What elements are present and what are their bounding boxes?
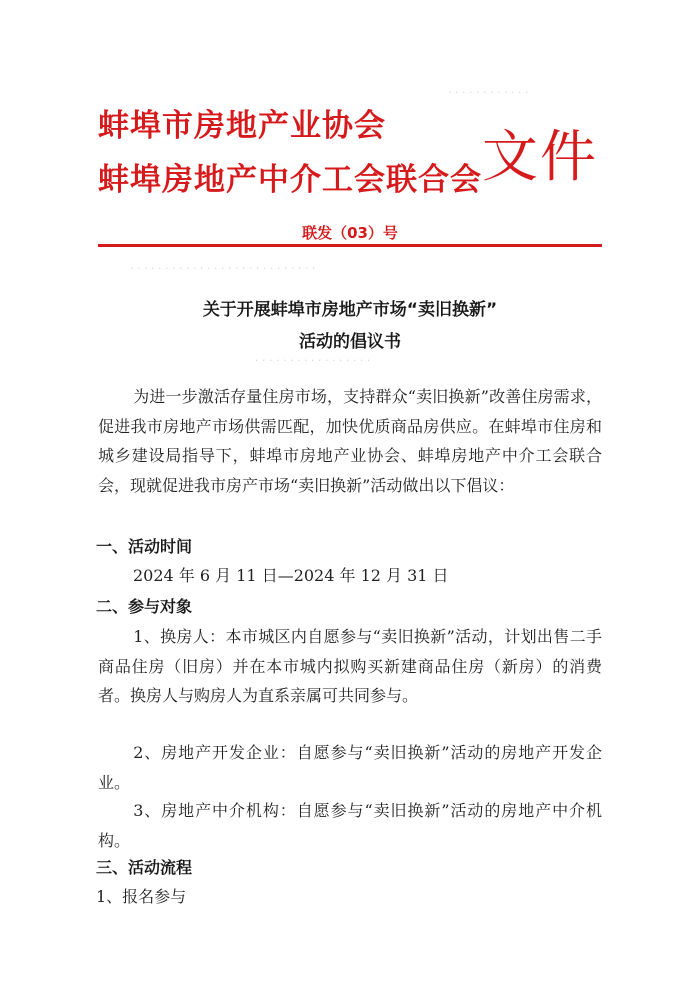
bleed-through-text: · · · · · · · · · · · · [448,86,529,99]
participant-item-2: 2、房地产开发企业：自愿参与“卖旧换新”活动的房地产开发企业。 [98,743,602,792]
document-number: 联发（03）号 [302,224,398,242]
intro-paragraph: 为进一步激活存量住房市场，支持群众“卖旧换新”改善住房需求，促进我市房地产市场供需匹配，加快优质商品房供应。在蚌埠市住房和城乡建设局指导下，蚌埠市房地产业协会、蚌埠房地产中介工会联合会，现就促进我市房产市场“卖旧换新”活动做出以下倡议： [98,387,602,495]
section-heading-time: 一、活动时间 [96,537,193,556]
document-title-line-2: 活动的倡议书 [299,332,401,352]
activity-date-range: 2024 年 6 月 11 日—2024 年 12 月 31 日 [133,566,449,585]
participant-item-3: 3、房地产中介机构：自愿参与“卖旧换新”活动的房地产中介机构。 [98,801,602,850]
section-heading-process: 三、活动流程 [96,858,193,877]
issuer-name-1: 蚌埠市房地产业协会 [98,108,386,144]
red-divider-line [98,244,602,247]
document-type-label: 文件 [482,125,598,190]
issuer-name-2: 蚌埠房地产中介工会联合会 [98,162,482,198]
section-heading-participants: 二、参与对象 [96,597,193,616]
document-title-line-1: 关于开展蚌埠市房地产市场“卖旧换新” [202,300,498,320]
participant-item-1: 1、换房人：本市城区内自愿参与“卖旧换新”活动，计划出售二手商品住房（旧房）并在本市城内拟购买新建商品住房（新房）的消费者。换房人与购房人为直系亲属可共同参与。 [98,627,602,705]
bleed-through-text: · · · · · · · · · · · · · · · · · [255,354,371,367]
process-subitem-1: 1、报名参与 [96,887,187,906]
bleed-through-text: · · · · · · · · · · · · · · · · · · · · · · · · · · · [130,262,316,275]
